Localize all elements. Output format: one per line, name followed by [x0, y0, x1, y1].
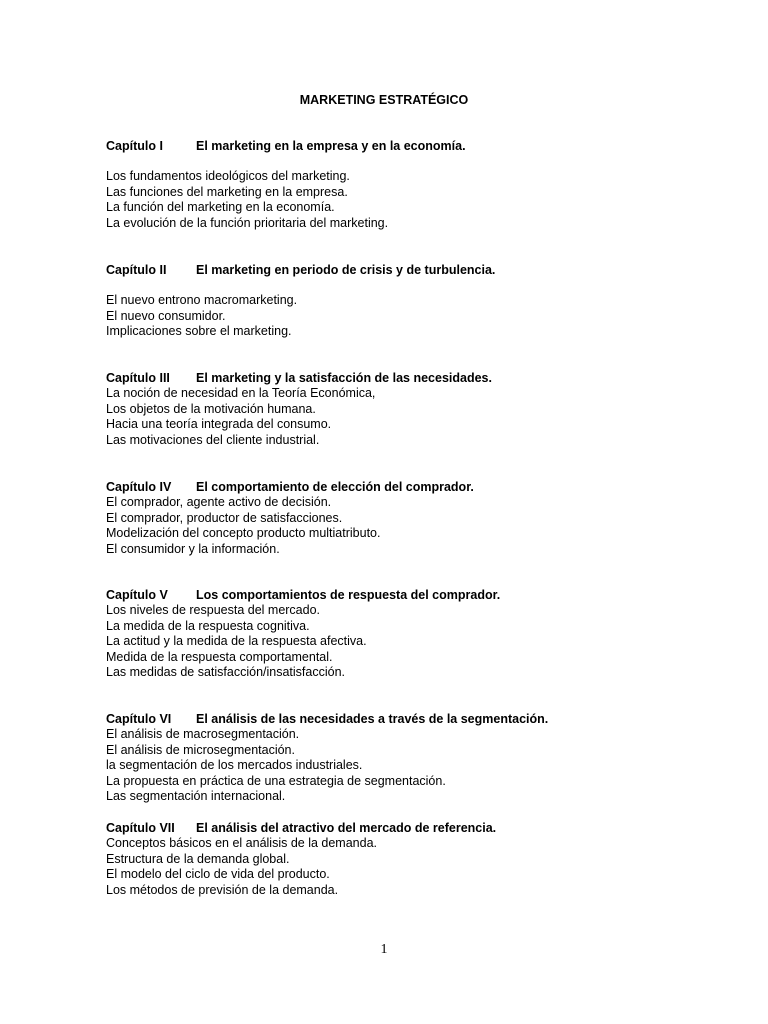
chapter-title: Los comportamientos de respuesta del comprador. [196, 588, 501, 602]
chapter-item: Las segmentación internacional. [106, 789, 286, 803]
chapter-item: La medida de la respuesta cognitiva. [106, 618, 310, 633]
chapter-item: Implicaciones sobre el marketing. [106, 324, 292, 338]
chapter-number: Capítulo II [106, 263, 167, 277]
chapter-item: Modelización del concepto producto multiatributo. [106, 526, 381, 540]
chapter-title: El marketing y la satisfacción de las necesidades. [196, 371, 492, 385]
chapter-item: Conceptos básicos en el análisis de la demanda. [106, 836, 378, 850]
chapter-heading [106, 479, 706, 495]
chapter-number: Capítulo IV [106, 480, 172, 494]
chapter-item: El nuevo entrono macromarketing. [106, 293, 298, 307]
chapter-item: El comprador, agente activo de decisión. [106, 495, 332, 509]
chapter-3 [106, 370, 706, 448]
chapter-title: El comportamiento de elección del comprador. [196, 480, 474, 494]
document-title: MARKETING ESTRATÉGICO [299, 93, 469, 107]
chapter-heading [106, 587, 706, 603]
chapter-item: El análisis de macrosegmentación. [106, 727, 300, 741]
chapter-item: El consumidor y la información. [106, 541, 280, 556]
chapter-number: Capítulo VII [106, 821, 175, 835]
page-number: 1 [380, 942, 388, 957]
chapter-item: La actitud y la medida de la respuesta afectiva. [106, 634, 367, 648]
chapter-heading [106, 262, 706, 278]
chapter-6 [106, 711, 706, 805]
chapter-heading [106, 820, 706, 836]
chapter-heading [106, 370, 706, 386]
chapter-item: La evolución de la función prioritaria del marketing. [106, 215, 389, 230]
chapter-item: Hacia una teoría integrada del consumo. [106, 417, 332, 431]
chapter-item: Medida de la respuesta comportamental. [106, 649, 333, 664]
chapter-2 [106, 262, 706, 340]
chapter-title: El marketing en periodo de crisis y de turbulencia. [196, 263, 496, 277]
chapter-title: El análisis de las necesidades a través de la segmentación. [196, 712, 549, 726]
chapter-7 [106, 820, 706, 898]
chapter-item: El nuevo consumidor. [106, 308, 226, 323]
chapter-5 [106, 587, 706, 681]
chapter-number: Capítulo V [106, 588, 168, 602]
chapter-number: Capítulo I [106, 139, 163, 153]
chapter-title: El análisis del atractivo del mercado de referencia. [196, 821, 497, 835]
chapter-4 [106, 479, 706, 557]
chapter-item: Las motivaciones del cliente industrial. [106, 432, 320, 447]
chapter-number: Capítulo III [106, 371, 170, 385]
chapter-item: La noción de necesidad en la Teoría Económica, [106, 386, 376, 400]
chapter-item: Las medidas de satisfacción/insatisfacción. [106, 665, 346, 679]
chapter-title: El marketing en la empresa y en la economía. [196, 139, 466, 153]
chapter-heading [106, 138, 706, 154]
chapter-item: Los niveles de respuesta del mercado. [106, 603, 321, 617]
chapter-number: Capítulo VI [106, 712, 172, 726]
chapter-item: La función del marketing en la economía. [106, 200, 335, 214]
chapter-item: Los objetos de la motivación humana. [106, 401, 316, 416]
chapter-1 [106, 138, 706, 231]
chapter-item: El comprador, productor de satisfacciones. [106, 510, 343, 525]
chapter-item: Los fundamentos ideológicos del marketing. [106, 169, 350, 183]
chapter-item: la segmentación de los mercados industriales. [106, 758, 363, 772]
chapter-item: La propuesta en práctica de una estrategia de segmentación. [106, 773, 446, 788]
chapter-heading [106, 711, 706, 727]
chapter-item: El modelo del ciclo de vida del producto. [106, 867, 330, 881]
chapter-item: Los métodos de previsión de la demanda. [106, 882, 339, 897]
chapter-item: Estructura de la demanda global. [106, 851, 290, 866]
chapter-item: El análisis de microsegmentación. [106, 742, 295, 757]
chapter-item: Las funciones del marketing en la empresa. [106, 184, 348, 199]
